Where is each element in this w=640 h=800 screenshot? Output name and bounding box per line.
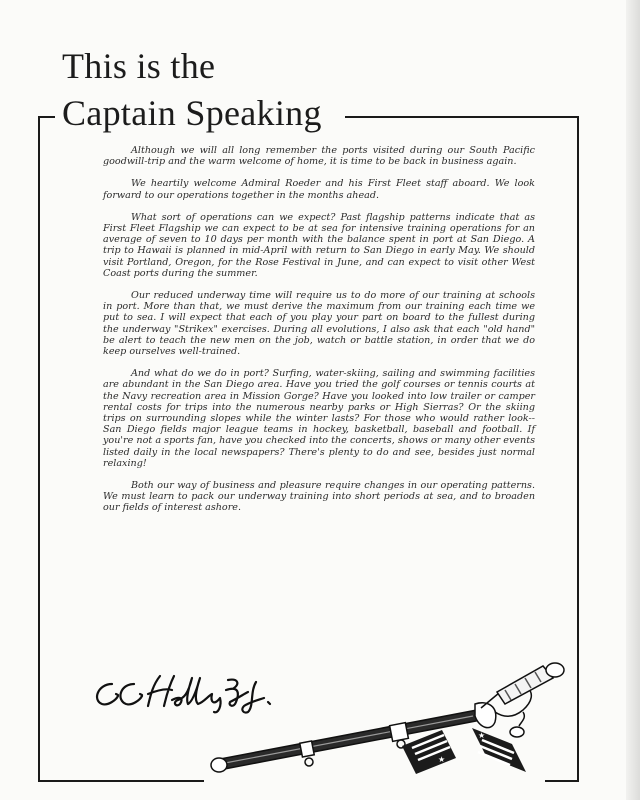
border-left	[38, 116, 40, 782]
letter-paragraph-4: Our reduced underway time will require us to do more of our training at schools in port. More than that, we must derive the maximum from our training each time we put to sea. I will expect that each of you play your part on board to the fullest during the underway "Strikex" exercises. During all evolutions, I also ask that each "old hand" be alert to teach the new men on the job, watch or battle station, in order that we do keep ourselves well-trained.	[103, 290, 535, 358]
page-title-line-1: This is the	[62, 46, 216, 86]
border-top-right	[345, 116, 579, 118]
letter-paragraph-3: What sort of operations can we expect? Past flagship patterns indicate that as First Fleet Flagship we can expect to be at sea for intensive training operations for an average of seven to 10 days per month with the balance spent in port at San Diego. A trip to Hawaii is planned in mid-April with return to San Diego in early May. We should visit Portland, Oregon, for the Rose Festival in June, and can expect to visit other West Coast ports during the summer.	[103, 211, 535, 279]
shoulder-board-right	[468, 726, 530, 772]
letter-body	[103, 145, 535, 525]
page-edge-shadow	[626, 0, 640, 800]
letter-paragraph-6: Both our way of business and pleasure require changes in our operating patterns. We must learn to pack our underway training into short periods at sea, and to broaden our fields of interest ashore.	[103, 480, 535, 514]
shoulder-board-left	[398, 728, 460, 774]
border-bottom-left	[38, 780, 204, 782]
border-right	[577, 116, 579, 782]
letter-paragraph-1: Although we will all long remember the ports visited during our South Pacific goodwill-trip and the warm welcome of home, it is time to be back in business again.	[103, 145, 535, 168]
letter-paragraph-2: We heartily welcome Admiral Roeder and his First Fleet staff aboard. We look forward to our operations together in the months ahead.	[103, 178, 535, 201]
page-title-line-2: Captain Speaking	[62, 93, 322, 133]
letter-paragraph-5: And what do we do in port? Surfing, water-skiing, sailing and swimming facilities are abundant in the San Diego area. Have you tried the golf courses or tennis courts at the Navy recreation area in Mission Gorge? Have you looked into low trailer or camper rental costs for trips into the numerous nearby parks or High Sierras? Or the skiing trips on surrounding slopes while the winter lasts? For those who would rather look--San Diego fields major league teams in hockey, basketball, baseball and football. If you're not a sports fan, have you checked into the concerts, shows or many other events listed daily in the local newspapers? There's plenty to do and see, besides just normal relaxing!	[103, 368, 535, 469]
border-top-left	[38, 116, 55, 118]
svg-text:★: ★	[438, 755, 446, 764]
svg-text:★: ★	[478, 731, 486, 740]
